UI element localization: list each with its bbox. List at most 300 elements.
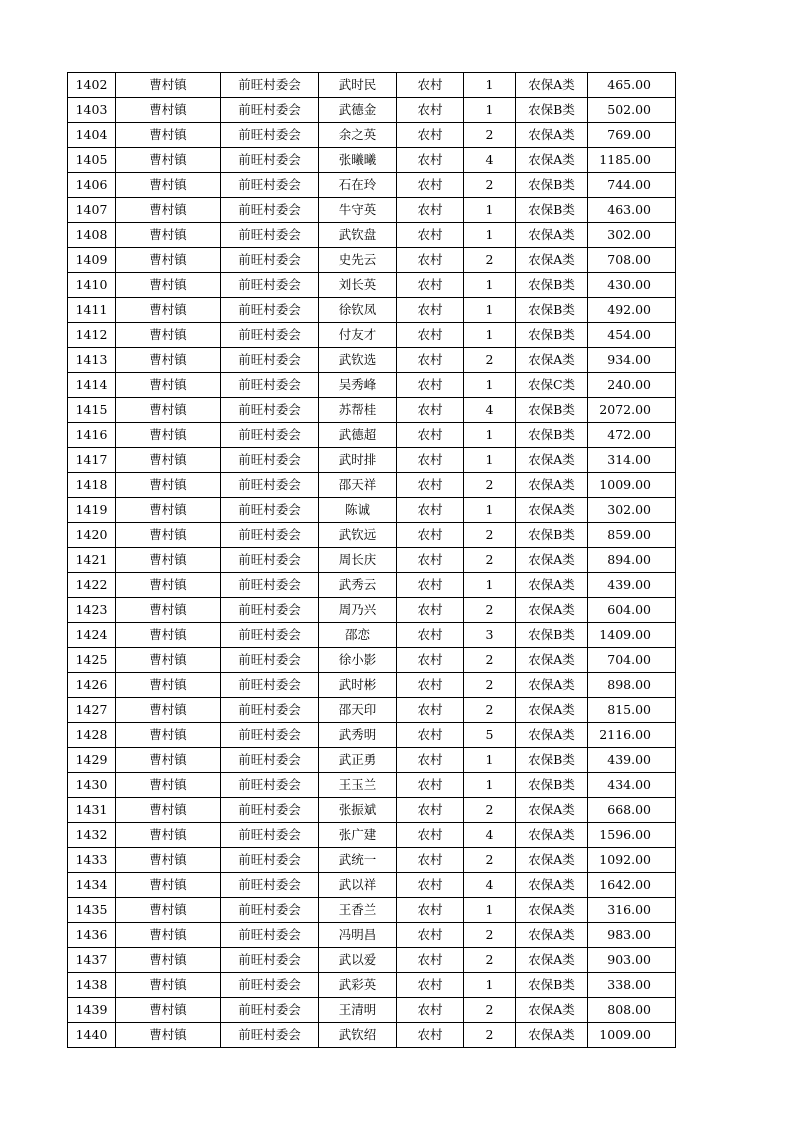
household-type-cell: 农村 (397, 948, 464, 973)
category-cell: 农保A类 (516, 498, 588, 523)
village-committee-cell: 前旺村委会 (221, 548, 319, 573)
category-cell: 农保A类 (516, 873, 588, 898)
table-row (68, 198, 676, 223)
village-committee-cell: 前旺村委会 (221, 673, 319, 698)
category-cell: 农保B类 (516, 623, 588, 648)
amount-cell: 808.00 (588, 998, 676, 1023)
category-cell: 农保B类 (516, 323, 588, 348)
row-number-cell: 1404 (68, 123, 116, 148)
village-committee-cell: 前旺村委会 (221, 923, 319, 948)
village-committee-cell: 前旺村委会 (221, 198, 319, 223)
amount-cell: 1009.00 (588, 473, 676, 498)
village-committee-cell: 前旺村委会 (221, 898, 319, 923)
village-committee-cell: 前旺村委会 (221, 648, 319, 673)
row-number-cell: 1430 (68, 773, 116, 798)
row-number-cell: 1423 (68, 598, 116, 623)
amount-cell: 314.00 (588, 448, 676, 473)
village-committee-cell: 前旺村委会 (221, 998, 319, 1023)
village-committee-cell: 前旺村委会 (221, 698, 319, 723)
household-type-cell: 农村 (397, 148, 464, 173)
town-cell: 曹村镇 (116, 523, 221, 548)
town-cell: 曹村镇 (116, 248, 221, 273)
category-cell: 农保A类 (516, 698, 588, 723)
amount-cell: 1185.00 (588, 148, 676, 173)
village-committee-cell: 前旺村委会 (221, 498, 319, 523)
table-row (68, 698, 676, 723)
household-type-cell: 农村 (397, 973, 464, 998)
row-number-cell: 1409 (68, 248, 116, 273)
town-cell: 曹村镇 (116, 173, 221, 198)
village-committee-cell: 前旺村委会 (221, 948, 319, 973)
amount-cell: 434.00 (588, 773, 676, 798)
name-cell: 武钦远 (319, 523, 397, 548)
row-number-cell: 1434 (68, 873, 116, 898)
town-cell: 曹村镇 (116, 348, 221, 373)
town-cell: 曹村镇 (116, 648, 221, 673)
row-number-cell: 1432 (68, 823, 116, 848)
category-cell: 农保B类 (516, 773, 588, 798)
household-type-cell: 农村 (397, 1023, 464, 1048)
name-cell: 周长庆 (319, 548, 397, 573)
row-number-cell: 1408 (68, 223, 116, 248)
household-type-cell: 农村 (397, 348, 464, 373)
village-committee-cell: 前旺村委会 (221, 248, 319, 273)
town-cell: 曹村镇 (116, 198, 221, 223)
table-row (68, 148, 676, 173)
row-number-cell: 1439 (68, 998, 116, 1023)
amount-cell: 983.00 (588, 923, 676, 948)
table-row (68, 873, 676, 898)
household-type-cell: 农村 (397, 598, 464, 623)
town-cell: 曹村镇 (116, 898, 221, 923)
name-cell: 吴秀峰 (319, 373, 397, 398)
member-count-cell: 2 (464, 348, 516, 373)
category-cell: 农保C类 (516, 373, 588, 398)
town-cell: 曹村镇 (116, 498, 221, 523)
name-cell: 苏帮桂 (319, 398, 397, 423)
table-row (68, 798, 676, 823)
table-row (68, 773, 676, 798)
row-number-cell: 1429 (68, 748, 116, 773)
amount-cell: 454.00 (588, 323, 676, 348)
row-number-cell: 1425 (68, 648, 116, 673)
amount-cell: 898.00 (588, 673, 676, 698)
row-number-cell: 1440 (68, 1023, 116, 1048)
name-cell: 徐小影 (319, 648, 397, 673)
village-committee-cell: 前旺村委会 (221, 98, 319, 123)
table-row (68, 373, 676, 398)
village-committee-cell: 前旺村委会 (221, 623, 319, 648)
member-count-cell: 2 (464, 473, 516, 498)
name-cell: 陈诚 (319, 498, 397, 523)
amount-cell: 316.00 (588, 898, 676, 923)
town-cell: 曹村镇 (116, 923, 221, 948)
name-cell: 冯明昌 (319, 923, 397, 948)
village-committee-cell: 前旺村委会 (221, 473, 319, 498)
amount-cell: 302.00 (588, 498, 676, 523)
table-row (68, 598, 676, 623)
household-type-cell: 农村 (397, 648, 464, 673)
member-count-cell: 1 (464, 298, 516, 323)
household-type-cell: 农村 (397, 623, 464, 648)
household-type-cell: 农村 (397, 773, 464, 798)
household-type-cell: 农村 (397, 848, 464, 873)
row-number-cell: 1418 (68, 473, 116, 498)
category-cell: 农保A类 (516, 248, 588, 273)
category-cell: 农保B类 (516, 298, 588, 323)
amount-cell: 769.00 (588, 123, 676, 148)
table-row (68, 448, 676, 473)
village-committee-cell: 前旺村委会 (221, 348, 319, 373)
amount-cell: 604.00 (588, 598, 676, 623)
row-number-cell: 1411 (68, 298, 116, 323)
household-type-cell: 农村 (397, 798, 464, 823)
category-cell: 农保A类 (516, 123, 588, 148)
category-cell: 农保A类 (516, 648, 588, 673)
member-count-cell: 1 (464, 973, 516, 998)
table-row (68, 498, 676, 523)
town-cell: 曹村镇 (116, 73, 221, 98)
name-cell: 张曦曦 (319, 148, 397, 173)
household-type-cell: 农村 (397, 548, 464, 573)
row-number-cell: 1424 (68, 623, 116, 648)
member-count-cell: 1 (464, 573, 516, 598)
household-type-cell: 农村 (397, 273, 464, 298)
table-row (68, 473, 676, 498)
household-type-cell: 农村 (397, 373, 464, 398)
village-committee-cell: 前旺村委会 (221, 598, 319, 623)
member-count-cell: 2 (464, 848, 516, 873)
member-count-cell: 2 (464, 173, 516, 198)
row-number-cell: 1405 (68, 148, 116, 173)
row-number-cell: 1415 (68, 398, 116, 423)
village-committee-cell: 前旺村委会 (221, 798, 319, 823)
village-committee-cell: 前旺村委会 (221, 373, 319, 398)
name-cell: 武钦绍 (319, 1023, 397, 1048)
household-type-cell: 农村 (397, 998, 464, 1023)
category-cell: 农保A类 (516, 348, 588, 373)
table-row (68, 98, 676, 123)
member-count-cell: 3 (464, 623, 516, 648)
category-cell: 农保A类 (516, 73, 588, 98)
category-cell: 农保A类 (516, 148, 588, 173)
table-row (68, 298, 676, 323)
amount-cell: 502.00 (588, 98, 676, 123)
village-committee-cell: 前旺村委会 (221, 1023, 319, 1048)
household-type-cell: 农村 (397, 73, 464, 98)
amount-cell: 1642.00 (588, 873, 676, 898)
row-number-cell: 1428 (68, 723, 116, 748)
name-cell: 徐钦凤 (319, 298, 397, 323)
row-number-cell: 1420 (68, 523, 116, 548)
village-committee-cell: 前旺村委会 (221, 873, 319, 898)
household-type-cell: 农村 (397, 673, 464, 698)
name-cell: 武正勇 (319, 748, 397, 773)
category-cell: 农保A类 (516, 598, 588, 623)
table-row (68, 923, 676, 948)
household-type-cell: 农村 (397, 748, 464, 773)
row-number-cell: 1427 (68, 698, 116, 723)
town-cell: 曹村镇 (116, 573, 221, 598)
village-committee-cell: 前旺村委会 (221, 323, 319, 348)
name-cell: 武钦盘 (319, 223, 397, 248)
table-row (68, 248, 676, 273)
village-committee-cell: 前旺村委会 (221, 823, 319, 848)
town-cell: 曹村镇 (116, 598, 221, 623)
table-row (68, 348, 676, 373)
amount-cell: 463.00 (588, 198, 676, 223)
table-row (68, 223, 676, 248)
amount-cell: 704.00 (588, 648, 676, 673)
name-cell: 武统一 (319, 848, 397, 873)
member-count-cell: 2 (464, 798, 516, 823)
row-number-cell: 1403 (68, 98, 116, 123)
table-row (68, 123, 676, 148)
member-count-cell: 1 (464, 373, 516, 398)
town-cell: 曹村镇 (116, 123, 221, 148)
table-row (68, 673, 676, 698)
member-count-cell: 2 (464, 648, 516, 673)
category-cell: 农保B类 (516, 423, 588, 448)
town-cell: 曹村镇 (116, 273, 221, 298)
village-committee-cell: 前旺村委会 (221, 848, 319, 873)
name-cell: 武秀云 (319, 573, 397, 598)
town-cell: 曹村镇 (116, 773, 221, 798)
row-number-cell: 1407 (68, 198, 116, 223)
row-number-cell: 1402 (68, 73, 116, 98)
town-cell: 曹村镇 (116, 723, 221, 748)
category-cell: 农保B类 (516, 98, 588, 123)
town-cell: 曹村镇 (116, 398, 221, 423)
member-count-cell: 2 (464, 923, 516, 948)
village-committee-cell: 前旺村委会 (221, 223, 319, 248)
member-count-cell: 1 (464, 198, 516, 223)
amount-cell: 465.00 (588, 73, 676, 98)
amount-cell: 708.00 (588, 248, 676, 273)
town-cell: 曹村镇 (116, 373, 221, 398)
amount-cell: 2116.00 (588, 723, 676, 748)
town-cell: 曹村镇 (116, 673, 221, 698)
category-cell: 农保A类 (516, 723, 588, 748)
category-cell: 农保A类 (516, 923, 588, 948)
amount-cell: 2072.00 (588, 398, 676, 423)
name-cell: 武德超 (319, 423, 397, 448)
row-number-cell: 1406 (68, 173, 116, 198)
town-cell: 曹村镇 (116, 548, 221, 573)
name-cell: 王香兰 (319, 898, 397, 923)
name-cell: 武秀明 (319, 723, 397, 748)
town-cell: 曹村镇 (116, 223, 221, 248)
town-cell: 曹村镇 (116, 298, 221, 323)
row-number-cell: 1414 (68, 373, 116, 398)
row-number-cell: 1438 (68, 973, 116, 998)
amount-cell: 439.00 (588, 573, 676, 598)
household-type-cell: 农村 (397, 723, 464, 748)
table-row (68, 748, 676, 773)
member-count-cell: 2 (464, 548, 516, 573)
member-count-cell: 4 (464, 823, 516, 848)
amount-cell: 338.00 (588, 973, 676, 998)
member-count-cell: 2 (464, 523, 516, 548)
village-committee-cell: 前旺村委会 (221, 123, 319, 148)
category-cell: 农保A类 (516, 448, 588, 473)
household-type-cell: 农村 (397, 923, 464, 948)
table-row (68, 823, 676, 848)
village-committee-cell: 前旺村委会 (221, 423, 319, 448)
category-cell: 农保B类 (516, 748, 588, 773)
village-committee-cell: 前旺村委会 (221, 523, 319, 548)
member-count-cell: 2 (464, 948, 516, 973)
town-cell: 曹村镇 (116, 448, 221, 473)
member-count-cell: 2 (464, 598, 516, 623)
member-count-cell: 1 (464, 273, 516, 298)
category-cell: 农保A类 (516, 673, 588, 698)
town-cell: 曹村镇 (116, 848, 221, 873)
amount-cell: 472.00 (588, 423, 676, 448)
amount-cell: 744.00 (588, 173, 676, 198)
table-body (68, 73, 676, 1048)
amount-cell: 1009.00 (588, 1023, 676, 1048)
household-type-cell: 农村 (397, 173, 464, 198)
household-type-cell: 农村 (397, 123, 464, 148)
member-count-cell: 1 (464, 323, 516, 348)
member-count-cell: 2 (464, 673, 516, 698)
village-committee-cell: 前旺村委会 (221, 273, 319, 298)
table-row (68, 273, 676, 298)
category-cell: 农保A类 (516, 948, 588, 973)
table-row (68, 523, 676, 548)
town-cell: 曹村镇 (116, 323, 221, 348)
village-committee-cell: 前旺村委会 (221, 973, 319, 998)
member-count-cell: 1 (464, 748, 516, 773)
name-cell: 张振斌 (319, 798, 397, 823)
name-cell: 王玉兰 (319, 773, 397, 798)
town-cell: 曹村镇 (116, 148, 221, 173)
household-type-cell: 农村 (397, 473, 464, 498)
name-cell: 武以爱 (319, 948, 397, 973)
village-committee-cell: 前旺村委会 (221, 748, 319, 773)
village-committee-cell: 前旺村委会 (221, 73, 319, 98)
name-cell: 石在玲 (319, 173, 397, 198)
town-cell: 曹村镇 (116, 423, 221, 448)
category-cell: 农保A类 (516, 223, 588, 248)
amount-cell: 903.00 (588, 948, 676, 973)
table-row (68, 423, 676, 448)
category-cell: 农保B类 (516, 173, 588, 198)
row-number-cell: 1416 (68, 423, 116, 448)
category-cell: 农保A类 (516, 548, 588, 573)
household-type-cell: 农村 (397, 248, 464, 273)
table-row (68, 723, 676, 748)
category-cell: 农保B类 (516, 523, 588, 548)
household-type-cell: 农村 (397, 898, 464, 923)
amount-cell: 668.00 (588, 798, 676, 823)
name-cell: 史先云 (319, 248, 397, 273)
household-type-cell: 农村 (397, 323, 464, 348)
name-cell: 武钦选 (319, 348, 397, 373)
amount-cell: 1596.00 (588, 823, 676, 848)
table-row (68, 573, 676, 598)
name-cell: 牛守英 (319, 198, 397, 223)
household-type-cell: 农村 (397, 223, 464, 248)
row-number-cell: 1410 (68, 273, 116, 298)
category-cell: 农保B类 (516, 198, 588, 223)
category-cell: 农保A类 (516, 898, 588, 923)
amount-cell: 1092.00 (588, 848, 676, 873)
member-count-cell: 4 (464, 398, 516, 423)
category-cell: 农保A类 (516, 823, 588, 848)
amount-cell: 1409.00 (588, 623, 676, 648)
village-committee-cell: 前旺村委会 (221, 173, 319, 198)
category-cell: 农保A类 (516, 1023, 588, 1048)
member-count-cell: 5 (464, 723, 516, 748)
table-row (68, 898, 676, 923)
village-committee-cell: 前旺村委会 (221, 773, 319, 798)
table-row (68, 948, 676, 973)
name-cell: 刘长英 (319, 273, 397, 298)
category-cell: 农保B类 (516, 973, 588, 998)
member-count-cell: 2 (464, 123, 516, 148)
household-type-cell: 农村 (397, 398, 464, 423)
household-type-cell: 农村 (397, 198, 464, 223)
table-row (68, 648, 676, 673)
row-number-cell: 1436 (68, 923, 116, 948)
category-cell: 农保A类 (516, 573, 588, 598)
town-cell: 曹村镇 (116, 798, 221, 823)
household-type-cell: 农村 (397, 698, 464, 723)
table-row (68, 548, 676, 573)
name-cell: 武时彬 (319, 673, 397, 698)
amount-cell: 302.00 (588, 223, 676, 248)
category-cell: 农保A类 (516, 848, 588, 873)
member-count-cell: 1 (464, 498, 516, 523)
table-row (68, 323, 676, 348)
town-cell: 曹村镇 (116, 873, 221, 898)
name-cell: 王清明 (319, 998, 397, 1023)
name-cell: 周乃兴 (319, 598, 397, 623)
row-number-cell: 1419 (68, 498, 116, 523)
village-committee-cell: 前旺村委会 (221, 448, 319, 473)
member-count-cell: 1 (464, 773, 516, 798)
amount-cell: 934.00 (588, 348, 676, 373)
row-number-cell: 1426 (68, 673, 116, 698)
member-count-cell: 2 (464, 698, 516, 723)
town-cell: 曹村镇 (116, 473, 221, 498)
town-cell: 曹村镇 (116, 948, 221, 973)
name-cell: 付友才 (319, 323, 397, 348)
table-row (68, 623, 676, 648)
row-number-cell: 1437 (68, 948, 116, 973)
amount-cell: 430.00 (588, 273, 676, 298)
amount-cell: 492.00 (588, 298, 676, 323)
row-number-cell: 1421 (68, 548, 116, 573)
name-cell: 武以祥 (319, 873, 397, 898)
category-cell: 农保B类 (516, 273, 588, 298)
amount-cell: 439.00 (588, 748, 676, 773)
village-committee-cell: 前旺村委会 (221, 573, 319, 598)
table-row (68, 1023, 676, 1048)
village-committee-cell: 前旺村委会 (221, 723, 319, 748)
household-type-cell: 农村 (397, 448, 464, 473)
table-row (68, 73, 676, 98)
household-type-cell: 农村 (397, 298, 464, 323)
row-number-cell: 1433 (68, 848, 116, 873)
village-committee-cell: 前旺村委会 (221, 148, 319, 173)
amount-cell: 859.00 (588, 523, 676, 548)
name-cell: 邵恋 (319, 623, 397, 648)
table-row (68, 998, 676, 1023)
member-count-cell: 1 (464, 73, 516, 98)
